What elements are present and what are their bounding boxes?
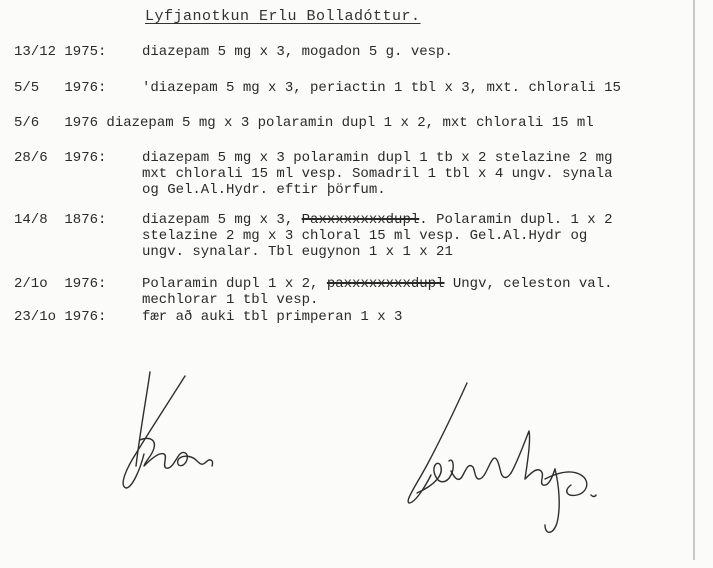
struck-text: Paxxxxxxxxdupl <box>301 212 420 228</box>
entry-text: diazepam 5 mg x 3 polaramin dupl 1 tb x 2 stelazine 2 mg mxt chlorali 15 ml vesp. Somadril 1 tbl x 4 ungv. synala og Gel.Al.Hydr. eftir þörfum. <box>142 150 613 198</box>
entry-text: 5/6 1976 diazepam 5 mg x 3 polaramin dupl 1 x 2, mxt chlorali 15 ml <box>14 115 594 131</box>
entry-text: diazepam 5 mg x 3, mogadon 5 g. vesp. <box>142 44 453 60</box>
entry-date: 13/12 1975: <box>14 44 107 60</box>
handwritten-signature-right <box>395 375 610 540</box>
entry-text: fær að auki tbl primperan 1 x 3 <box>142 309 403 325</box>
entry-text <box>142 276 692 308</box>
entry-date: 5/5 1976: <box>14 80 107 96</box>
document-title: Lyfjanotkun Erlu Bolladóttur. <box>145 8 421 25</box>
entry-date: 23/1o 1976: <box>14 309 107 325</box>
entry-text-before: diazepam 5 mg x 3, <box>142 212 302 228</box>
entry-date: 2/1o 1976: <box>14 276 107 292</box>
entry-text-after: . Polaramin dupl. 1 x 2 stelazine 2 mg x 3 chloral 15 ml vesp. Gel.Al.Hydr og ungv. synalar. Tbl eugynon 1 x 1 x 21 <box>142 212 613 260</box>
entry-date: 28/6 1976: <box>14 150 107 166</box>
handwritten-signature-left <box>110 370 230 500</box>
entry-text-before: Polaramin dupl 1 x 2, <box>142 276 327 292</box>
entry-text <box>142 212 692 260</box>
struck-text: paxxxxxxxxdupl <box>326 276 445 292</box>
entry-text-after: Ungv, celeston val. mechlorar 1 tbl vesp. <box>142 276 613 308</box>
scan-edge-line <box>693 0 695 560</box>
entry-text: 'diazepam 5 mg x 3, periactin 1 tbl x 3, mxt. chlorali 15 <box>142 80 621 96</box>
entry-date: 14/8 1876: <box>14 212 107 228</box>
